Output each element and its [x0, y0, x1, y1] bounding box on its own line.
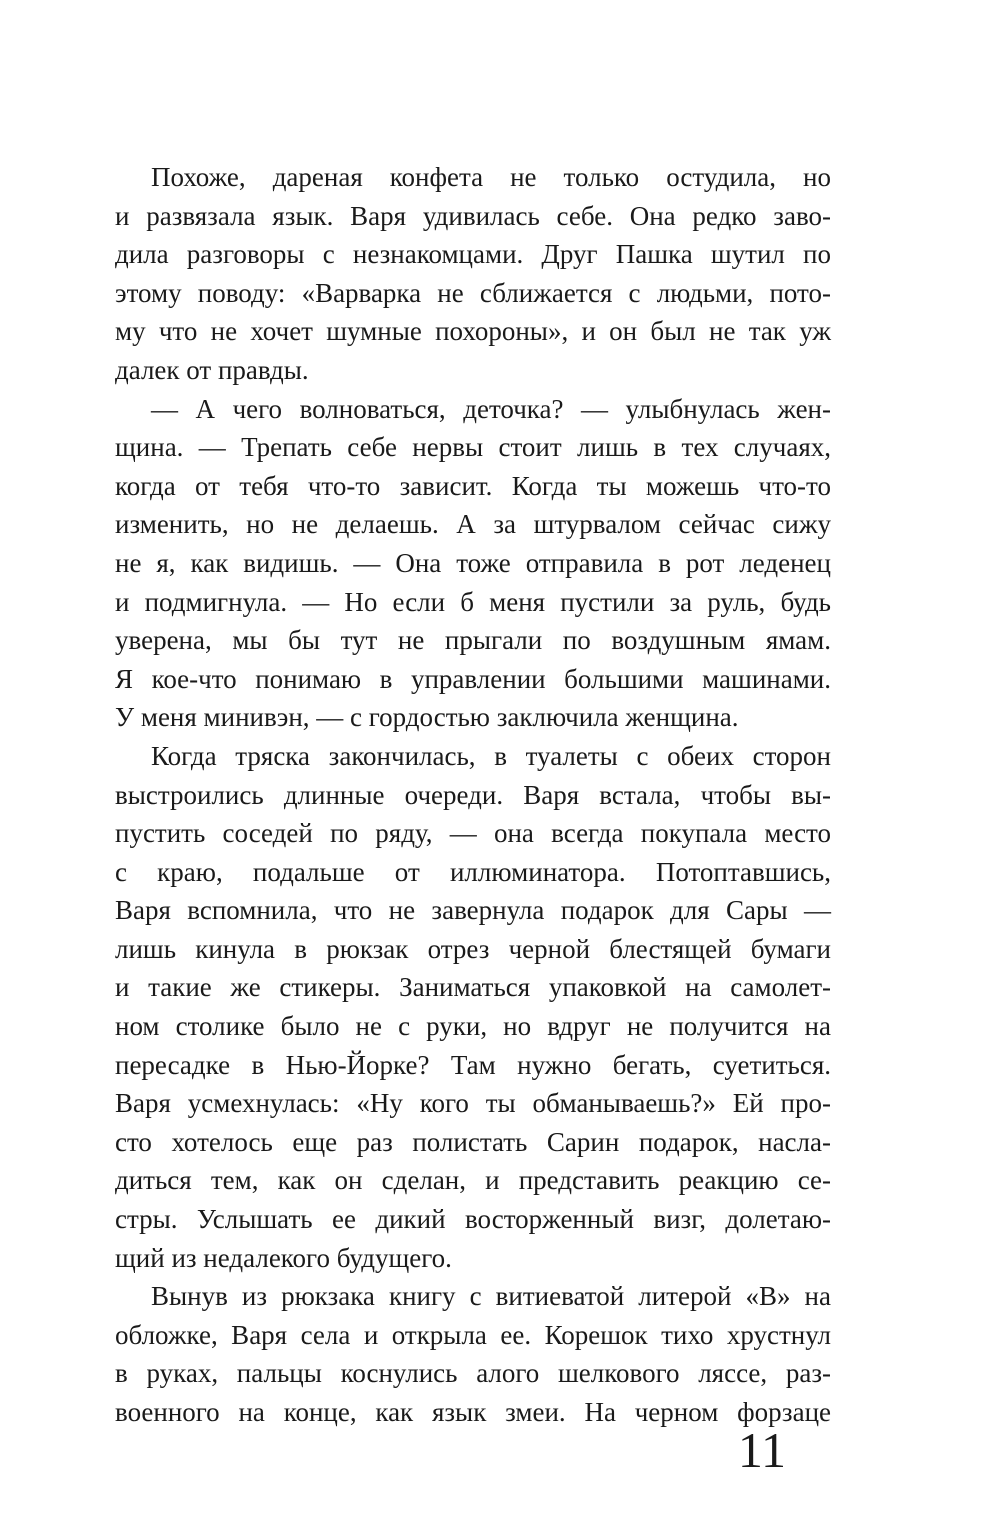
text-line: Когда тряска закончилась, в туалеты с обеих сторон — [151, 740, 831, 771]
text-line: ном столике было не с руки, но вдруг не получится на — [115, 1011, 831, 1042]
text-line: Варя вспомнила, что не завернула подарок для Сары — — [115, 895, 831, 926]
text-line: не я, как видишь. — Она тоже отправила в рот леденец — [115, 547, 831, 578]
text-line: пустить соседей по ряду, — она всегда покупала место — [115, 818, 831, 849]
text-line: диться тем, как он сделан, и представить реакцию се- — [115, 1165, 831, 1196]
text-line: Похоже, дареная конфета не только остудила, но — [151, 162, 831, 192]
text-line: щий из недалекого будущего. — [115, 1242, 452, 1273]
text-line: пересадке в Нью-Йорке? Там нужно бегать, суетиться. — [115, 1049, 831, 1080]
text-line: и подмигнула. — Но если б меня пустили за руль, будь — [115, 586, 831, 617]
text-line: щина. — Трепать себе нервы стоит лишь в тех случаях, — [115, 432, 831, 463]
text-line: обложке, Варя села и открыла ее. Корешок тихо хрустнул — [115, 1319, 831, 1350]
text-line: сто хотелось еще раз полистать Сарин подарок, насла- — [115, 1126, 831, 1157]
text-line: изменить, но не делаешь. А за штурвалом сейчас сижу — [115, 509, 831, 540]
text-line: Я кое-что понимаю в управлении большими машинами. — [115, 663, 831, 694]
text-line: в руках, пальцы коснулись алого шелкового ляссе, раз- — [115, 1358, 831, 1389]
text-line: этому поводу: «Варварка не сближается с людьми, пото- — [115, 277, 831, 308]
text-line: му что не хочет шумные похороны», и он был не так уж — [115, 316, 831, 347]
text-line: когда от тебя что-то зависит. Когда ты можешь что-то — [115, 470, 831, 501]
text-line: уверена, мы бы тут не прыгали по воздушным ямам. — [115, 625, 831, 656]
text-line: — А чего волноваться, деточка? — улыбнулась жен- — [151, 393, 831, 424]
text-line: с краю, подальше от иллюминатора. Потоптавшись, — [115, 856, 831, 887]
body-text — [115, 158, 831, 1432]
text-line: и развязала язык. Варя удивилась себе. Она редко заво- — [115, 200, 831, 231]
text-line: и такие же стикеры. Заниматься упаковкой на самолет- — [115, 972, 831, 1003]
text-line: военного на конце, как язык змеи. На черном форзаце — [115, 1397, 831, 1427]
text-line: выстроились длинные очереди. Варя встала, чтобы вы- — [115, 779, 831, 810]
text-line: лишь кинула в рюкзак отрез черной блестящей бумаги — [115, 933, 831, 964]
page-number: 11 — [737, 1422, 786, 1478]
text-line: У меня минивэн, — с гордостью заключила женщина. — [115, 702, 739, 733]
text-line: Варя усмехнулась: «Ну кого ты обманываешь?» Ей про- — [115, 1088, 831, 1119]
text-line: стры. Услышать ее дикий восторженный визг, долетаю- — [115, 1204, 831, 1235]
text-line: Вынув из рюкзака книгу с витиеватой литерой «В» на — [151, 1281, 831, 1312]
text-line: далек от правды. — [115, 354, 309, 385]
text-line: дила разговоры с незнакомцами. Друг Пашка шутил по — [115, 239, 831, 270]
